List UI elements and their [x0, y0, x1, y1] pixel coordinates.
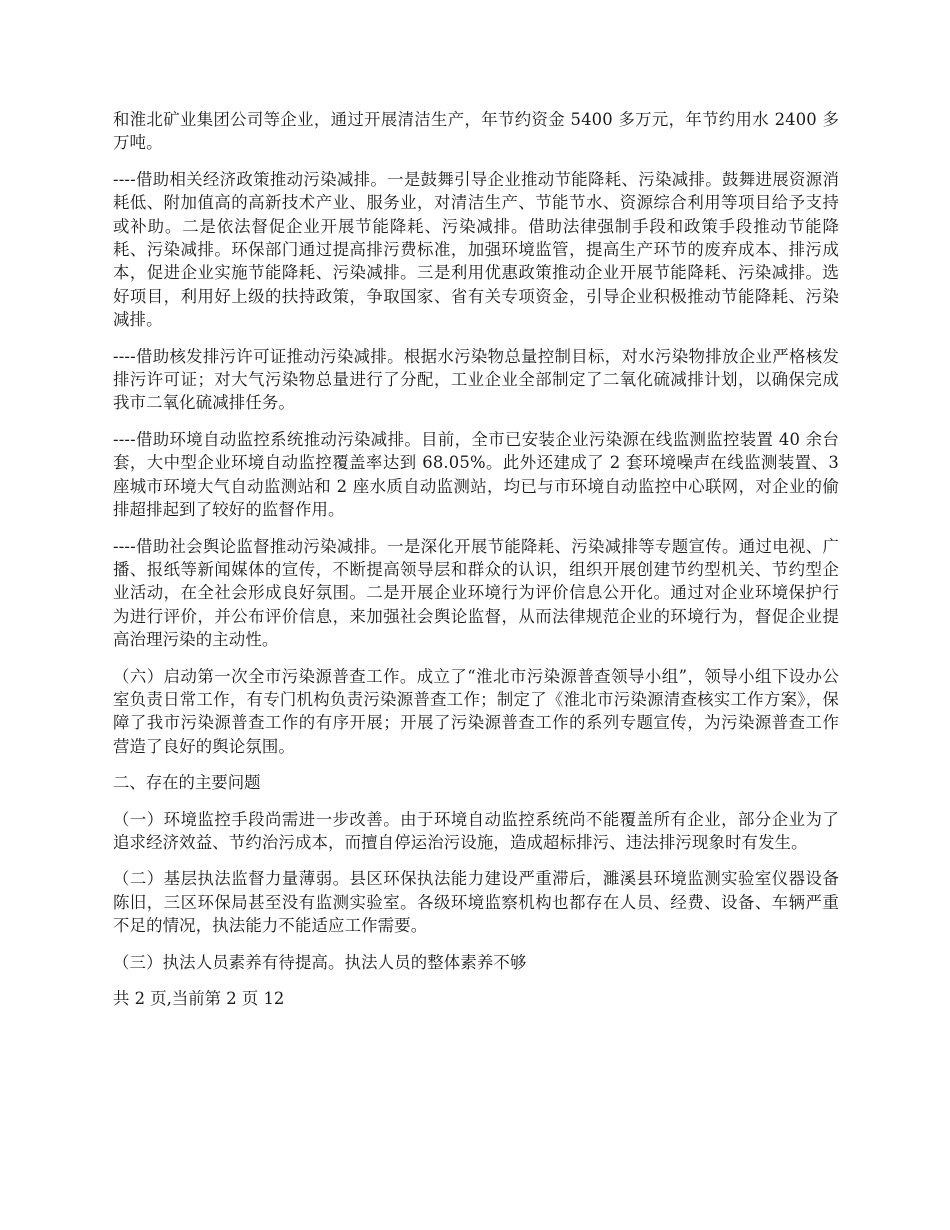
problem-item-monitoring: （一）环境监控手段尚需进一步改善。由于环境自动监控系统尚不能覆盖所有企业，部分企业为了追求经济效益、节约治污成本，而擅自停运治污设施，造成超标排污、违法排污现象时有发生。 — [113, 809, 839, 852]
problem-item-personnel: （三）执法人员素养有待提高。执法人员的整体素养不够 — [113, 952, 527, 972]
section-heading-problems: 二、存在的主要问题 — [113, 773, 261, 793]
paragraph-pollution-census: （六）启动第一次全市污染源普查工作。成立了“淮北市污染源普查领导小组”，领导小组下设办公室负责日常工作，有专门机构负责污染源普查工作；制定了《淮北市污染源清查核实工作方案》，保障了我市污染源普查工作的有序开展；开展了污染源普查工作的系列专题宣传，为污染源普查工作营造了良好的舆论氛围。 — [113, 666, 839, 756]
problem-item-enforcement: （二）基层执法监督力量薄弱。县区环保执法能力建设严重滞后，濉溪县环境监测实验室仪器设备陈旧，三区环保局甚至没有监测实验室。各级环境监察机构也都存在人员、经费、设备、车辆严重不足的情况，执法能力不能适应工作需要。 — [113, 869, 839, 936]
paragraph-public-supervision: ----借助社会舆论监督推动污染减排。一是深化开展节能降耗、污染减排等专题宣传。通过电视、广播、报纸等新闻媒体的宣传，不断提高领导层和群众的认识，组织开展创建节约型机关、节约型企业活动，在全社会形成良好氛围。二是开展企业环境行为评价信息公开化。通过对企业环境保护行为进行评价，并公布评价信息，来加强社会舆论监督，从而法律规范企业的环境行为，督促企业提高治理污染的主动性。 — [113, 536, 839, 650]
page-footer: 共 2 页,当前第 2 页 12 — [113, 989, 285, 1008]
document-page — [113, 108, 839, 1010]
paragraph-cleaner-production: 和淮北矿业集团公司等企业，通过开展清洁生产，年节约资金 5400 多万元，年节约用水 2400 多万吨。 — [113, 110, 839, 153]
paragraph-economic-policy: ----借助相关经济政策推动污染减排。一是鼓舞引导企业推动节能降耗、污染减排。鼓舞进展资源消耗低、附加值高的高新技术产业、服务业，对清洁生产、节能节水、资源综合利用等项目给予支持或补助。二是依法督促企业开展节能降耗、污染减排。借助法律强制手段和政策手段推动节能降耗、污染减排。环保部门通过提高排污费标准，加强环境监管，提高生产环节的废弃成本、排污成本，促进企业实施节能降耗、污染减排。三是利用优惠政策推动企业开展节能降耗、污染减排。选好项目，利用好上级的扶持政策，争取国家、省有关专项资金，引导企业积极推动节能降耗、污染减排。 — [113, 169, 839, 330]
paragraph-discharge-permit: ----借助核发排污许可证推动污染减排。根据水污染物总量控制目标，对水污染物排放企业严格核发排污许可证；对大气污染物总量进行了分配，工业企业全部制定了二氧化硫减排计划，以确保完成我市二氧化硫减排任务。 — [113, 346, 839, 413]
paragraph-auto-monitoring: ----借助环境自动监控系统推动污染减排。目前，全市已安装企业污染源在线监测监控装置 40 余台套，大中型企业环境自动监控覆盖率达到 68.05%。此外还建成了 2 套环境噪声在线监测装置、3 座城市环境大气自动监测站和 2 座水质自动监测站，均已与市环境自动监控中心联网，对企业的偷排超排起到了较好的监督作用。 — [113, 429, 839, 520]
